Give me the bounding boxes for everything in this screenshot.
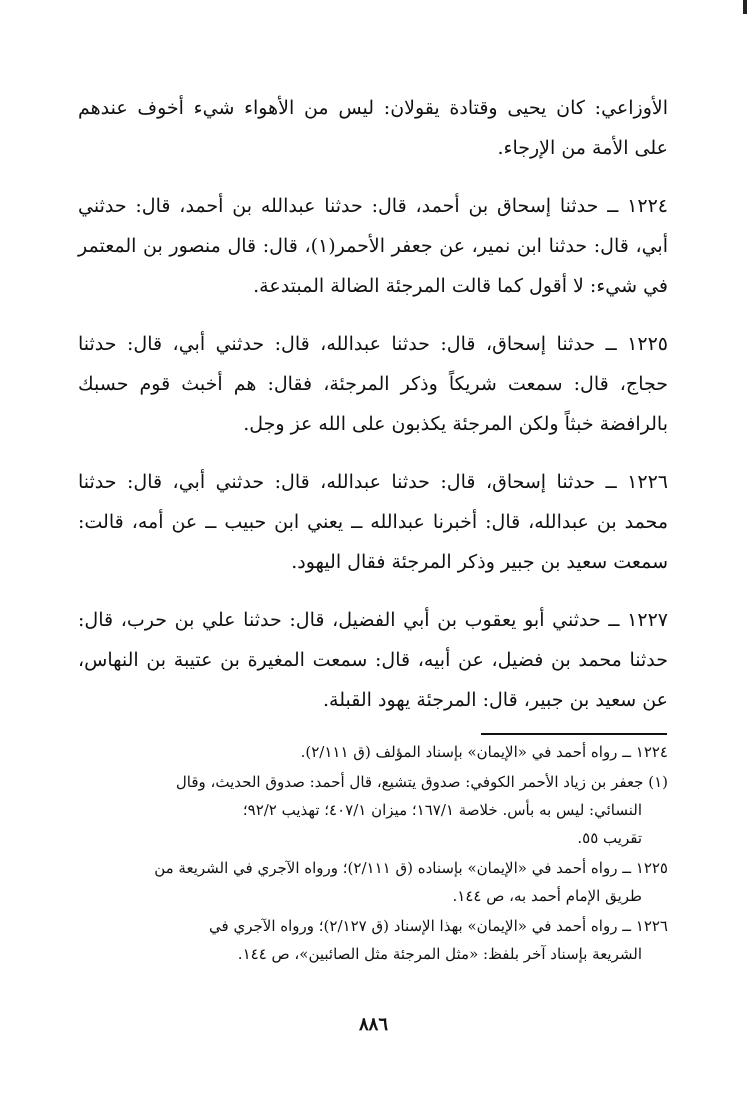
footnote-separator xyxy=(481,733,667,735)
footnote-1-line-1: (١) جعفر بن زياد الأحمر الكوفي: صدوق يتشيع، قال أحمد: صدوق الحديث، وقال xyxy=(175,773,668,791)
footnote-1-line-3: تقريب ٥٥. xyxy=(577,829,642,847)
footnote-1 xyxy=(78,768,668,852)
paragraph-1224: ١٢٢٤ ــ حدثنا إسحاق بن أحمد، قال: حدثنا عبدالله بن أحمد، قال: حدثني أبي، قال: حدثنا ابن نمير، عن جعفر الأحمر(١)، قال: قال منصور بن المعتمر في شيء: لا أقول كما قالت المرجئة الضالة المبتدعة. xyxy=(78,195,668,297)
footnote-1226-line-2: الشريعة بإسناد آخر بلفظ: «مثل المرجئة مثل الصائبين»، ص ١٤٤. xyxy=(237,945,642,963)
page-number: ٨٨٦ xyxy=(358,1014,388,1035)
footnote-1224: ١٢٢٤ ــ رواه أحمد في «الإيمان» بإسناد المؤلف (ق ٢/١١١). xyxy=(300,743,668,761)
page-edge-mark xyxy=(743,0,747,14)
footnotes xyxy=(78,738,668,968)
footnote-1225-line-2: طريق الإمام أحمد به، ص ١٤٤. xyxy=(452,887,642,905)
paragraph-1225: ١٢٢٥ ــ حدثنا إسحاق، قال: حدثنا عبدالله، قال: حدثني أبي، قال: حدثنا حجاج، قال: سمعت شريكاً وذكر المرجئة، فقال: هم أخبث قوم حسبك بالرافضة خبثاً ولكن المرجئة يكذبون على الله عز وجل. xyxy=(78,333,668,435)
paragraph-1226: ١٢٢٦ ــ حدثنا إسحاق، قال: حدثنا عبدالله، قال: حدثني أبي، قال: حدثنا محمد بن عبدالله، قال: أخبرنا عبدالله ــ يعني ابن حبيب ــ عن أمه، قالت: سمعت سعيد بن جبير وذكر المرجئة فقال اليهود. xyxy=(78,471,668,573)
footnote-1226 xyxy=(78,912,668,968)
footnote-1-line-2: النسائي: ليس به بأس. خلاصة ١٦٧/١؛ ميزان ٤٠٧/١؛ تهذيب ٩٢/٢؛ xyxy=(242,801,642,819)
footnote-1225 xyxy=(78,854,668,910)
footnote-1226-line-1: ١٢٢٦ ــ رواه أحمد في «الإيمان» بهذا الإسناد (ق ٢/١٢٧)؛ ورواه الآجري في xyxy=(209,917,668,935)
paragraph-awzai: الأوزاعي: كان يحيى وقتادة يقولان: ليس من الأهواء شيء أخوف عندهم على الأمة من الإرجاء. xyxy=(78,97,668,159)
footnote-1225-line-1: ١٢٢٥ ــ رواه أحمد في «الإيمان» بإسناده (ق ٢/١١١)؛ ورواه الآجري في الشريعة من xyxy=(154,859,668,877)
main-text xyxy=(78,88,668,720)
paragraph-1227: ١٢٢٧ ــ حدثني أبو يعقوب بن أبي الفضيل، قال: حدثنا علي بن حرب، قال: حدثنا محمد بن فضيل، عن أبيه، قال: سمعت المغيرة بن عتيبة بن النهاس، عن سعيد بن جبير، قال: المرجئة يهود القبلة. xyxy=(78,609,668,711)
